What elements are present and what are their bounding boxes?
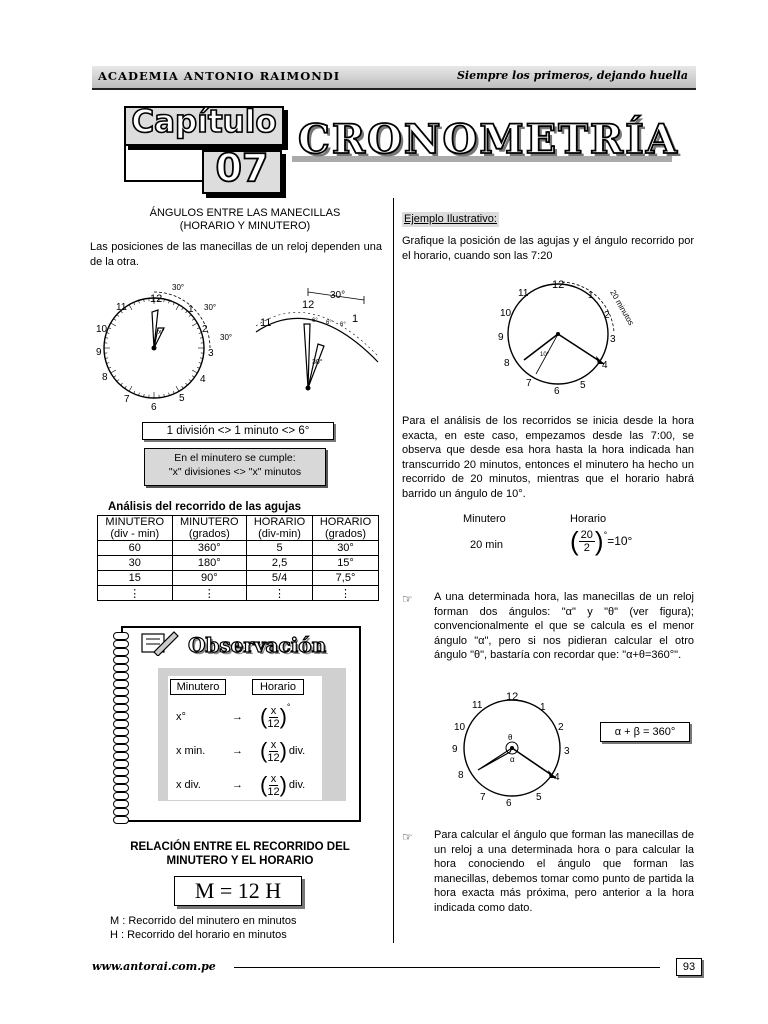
clock2-num-12: 12 xyxy=(302,299,315,311)
obs-row: x° → ( $\frac{x}{12}$ ) ° xyxy=(176,702,291,730)
minutero-rule-box xyxy=(144,448,326,486)
clock1-num-6: 6 xyxy=(151,402,157,413)
analysis-table xyxy=(97,515,379,601)
page-header xyxy=(92,66,696,90)
chapter-connector xyxy=(124,142,126,182)
hand-pointer-icon: ☞ xyxy=(402,592,413,606)
division-box: 1 división <> 1 minuto <> 6° xyxy=(142,422,334,440)
notebook-ring xyxy=(113,712,129,720)
clock2-arc-label: 30° xyxy=(330,290,346,301)
clock3-num-7: 7 xyxy=(526,378,532,389)
bullet-2: Para calcular el ángulo que forman las manecillas de un reloj a una determinada hora o para calcular la hora conociendo el ángulo que forman las manecillas, debemos tomar como punto de partida la hora exacta más próxima, pero anterior a la hora indicada como dato. xyxy=(434,829,694,914)
chapter-connector-h xyxy=(124,180,204,182)
notebook-ring xyxy=(113,760,129,768)
footer-website: www.antorai.com.pe xyxy=(92,960,216,973)
formula-box: M = 12 H xyxy=(174,876,302,906)
clock1-num-10: 10 xyxy=(96,324,108,335)
minutero-rule-line1: En el minutero se cumple: xyxy=(174,452,296,464)
clock2-angle-label: 30° xyxy=(312,359,323,366)
clock1-num-1: 1 xyxy=(188,304,194,315)
relation-heading xyxy=(100,840,380,868)
notebook-ring xyxy=(113,728,129,736)
col-minutero: Minutero xyxy=(463,513,506,525)
notebook-ring xyxy=(113,696,129,704)
clock4-num-7: 7 xyxy=(480,792,486,803)
horario-calc: ( $\frac{20}{2}$ ) ° =10° xyxy=(570,526,633,556)
relation-line-2: MINUTERO Y EL HORARIO xyxy=(166,855,314,867)
clock-diagram-example xyxy=(492,270,642,400)
th-minutero-div: MINUTERO (div - min) xyxy=(98,516,173,541)
clock4-num-3: 3 xyxy=(564,746,570,757)
sum-box: α + β = 360° xyxy=(600,722,690,742)
relation-line-1: RELACIÓN ENTRE EL RECORRIDO DEL xyxy=(130,841,350,853)
clock2-num-1: 1 xyxy=(352,313,359,325)
clock4-num-8: 8 xyxy=(458,770,464,781)
chapter-number: 07 xyxy=(215,146,269,190)
pencil-icon xyxy=(140,630,180,656)
clock4-num-4: 4 xyxy=(554,772,560,783)
clock-diagram-1 xyxy=(92,282,242,416)
notebook-ring xyxy=(113,720,129,728)
clock1-num-5: 5 xyxy=(179,393,185,404)
header-academy: ACADEMIA ANTONIO RAIMONDI xyxy=(98,69,341,83)
clock3-num-2: 2 xyxy=(604,310,610,321)
clock2-small-angle-2: 6° xyxy=(326,320,332,326)
definition-h: H : Recorrido del horario en minutos xyxy=(110,929,287,941)
theta-label: θ xyxy=(508,733,513,742)
clock3-num-6: 6 xyxy=(554,386,560,397)
clock1-num-4: 4 xyxy=(200,374,206,385)
notebook-ring xyxy=(113,800,129,808)
intro-paragraph: Las posiciones de las manecillas de un reloj dependen una de la otra. xyxy=(90,241,382,268)
clock3-num-12: 12 xyxy=(552,279,565,291)
clock4-num-12: 12 xyxy=(506,691,519,703)
hand-pointer-icon-2: ☞ xyxy=(402,830,413,844)
obs-col-horario: Horario xyxy=(252,679,304,695)
notebook-ring xyxy=(113,736,129,744)
min-value: 20 min xyxy=(470,539,504,551)
clock-diagram-angles xyxy=(444,690,584,808)
clock1-arc-label-2: 30° xyxy=(204,303,217,312)
chapter-label: Capítulo xyxy=(131,104,277,140)
clock1-num-12: 12 xyxy=(150,293,163,305)
notebook-ring xyxy=(113,808,129,816)
notebook-ring xyxy=(113,744,129,752)
notebook-ring xyxy=(113,784,129,792)
table-row: 60 360° 5 30° xyxy=(98,541,379,556)
clock3-num-4: 4 xyxy=(602,360,608,371)
column-divider xyxy=(393,198,394,943)
clock3-num-11: 11 xyxy=(518,288,529,299)
table-row: ⋮ ⋮ ⋮ ⋮ xyxy=(98,586,379,601)
section-heading-angles xyxy=(110,206,380,233)
notebook-ring xyxy=(113,672,129,680)
clock1-num-7: 7 xyxy=(124,394,130,405)
clock4-num-6: 6 xyxy=(506,798,512,808)
heading-line-2: (HORARIO Y MINUTERO) xyxy=(179,219,311,232)
clock1-num-3: 3 xyxy=(208,348,214,359)
observation-title: Observación xyxy=(188,633,327,657)
clock2-num-11: 11 xyxy=(260,317,272,329)
obs-rows xyxy=(176,700,326,802)
clock4-num-9: 9 xyxy=(452,744,458,755)
notebook-ring xyxy=(113,704,129,712)
chapter-title: CRONOMETRÍA xyxy=(298,116,679,163)
notebook-ring xyxy=(113,792,129,800)
clock4-num-2: 2 xyxy=(558,722,564,733)
clock3-minutes-label: 20 minutos xyxy=(608,288,636,327)
notebook-ring xyxy=(113,656,129,664)
minutero-rule-line2: "x" divisiones <> "x" minutos xyxy=(168,466,302,478)
clock3-num-8: 8 xyxy=(504,358,510,369)
page-number: 93 xyxy=(676,958,702,976)
obs-row: x div. → ( $\frac{x}{12}$ ) div. xyxy=(176,772,306,798)
bullet-1: A una determinada hora, las manecillas de un reloj forman dos ángulos: "α" y "θ" (ver figura); convencionalmente el que se calcula es el menor ángulo "α", pero si nos pidieran calcular el otro ángulo "θ", bastaría con recordar que: "α+θ=360°". xyxy=(434,591,694,661)
footer-rule xyxy=(234,967,660,968)
clock3-num-5: 5 xyxy=(580,380,586,391)
example-title: Ejemplo Ilustrativo: xyxy=(404,213,497,225)
definition-m: M : Recorrido del minutero en minutos xyxy=(110,915,297,927)
clock4-num-11: 11 xyxy=(472,700,483,711)
clock-diagram-2 xyxy=(252,284,382,394)
notebook-ring xyxy=(113,776,129,784)
heading-line-1: ÁNGULOS ENTRE LAS MANECILLAS xyxy=(149,207,341,219)
notebook-ring xyxy=(113,752,129,760)
notebook-ring xyxy=(113,688,129,696)
th-horario-grados: HORARIO (grados) xyxy=(313,516,379,541)
clock4-num-1: 1 xyxy=(540,702,546,713)
notebook-ring xyxy=(113,648,129,656)
clock4-num-5: 5 xyxy=(536,792,542,803)
clock3-num-9: 9 xyxy=(498,332,504,343)
header-motto: Siempre los primeros, dejando huella xyxy=(456,69,688,82)
notebook-ring xyxy=(113,768,129,776)
th-minutero-grados: MINUTERO (grados) xyxy=(172,516,247,541)
clock1-arc-label-3: 30° xyxy=(220,333,233,342)
table-header xyxy=(98,516,379,541)
col-horario: Horario xyxy=(570,513,607,525)
clock3-num-10: 10 xyxy=(500,308,512,319)
analysis-paragraph: Para el análisis de los recorridos se inicia desde la hora exacta, en este caso, empezamos desde las 7:00, se observa que desde esa hora hasta la hora indicada han transcurrido 20 minutos, entonces el minutero ha hecho un recorrido de 20 minutos, mientras que el horario habrá barrido un ángulo de 10°. xyxy=(402,415,694,500)
example-text: Grafique la posición de las agujas y el ángulo recorrido por el horario, cuando son las 7:20 xyxy=(402,235,694,262)
notebook-ring xyxy=(113,640,129,648)
clock3-angle: 10° xyxy=(540,352,550,358)
clock1-num-8: 8 xyxy=(102,372,108,383)
table-row: 30 180° 2,5 15° xyxy=(98,556,379,571)
notebook-ring xyxy=(113,680,129,688)
analysis-title: Análisis del recorrido de las agujas xyxy=(108,501,302,513)
clock3-num-3: 3 xyxy=(610,334,616,345)
clock2-small-angle: 6° xyxy=(312,318,318,324)
clock3-num-1: 1 xyxy=(588,290,594,301)
obs-col-minutero: Minutero xyxy=(170,679,226,695)
clock1-arc-label-1: 30° xyxy=(172,283,185,292)
notebook-ring xyxy=(113,816,129,824)
notebook-ring xyxy=(113,632,129,640)
clock4-num-10: 10 xyxy=(454,722,466,733)
alpha-label: α xyxy=(510,755,515,764)
clock2-small-angle-3: 6° xyxy=(340,322,346,328)
clock1-num-2: 2 xyxy=(202,324,208,335)
clock1-num-11: 11 xyxy=(116,302,127,313)
obs-row: x min. → ( $\frac{x}{12}$ ) div. xyxy=(176,738,306,764)
th-horario-div: HORARIO (div-min) xyxy=(247,516,313,541)
table-row: 15 90° 5/4 7,5° xyxy=(98,571,379,586)
clock1-angle-x: x° xyxy=(158,329,165,336)
notebook-ring xyxy=(113,664,129,672)
clock1-num-9: 9 xyxy=(96,347,102,358)
